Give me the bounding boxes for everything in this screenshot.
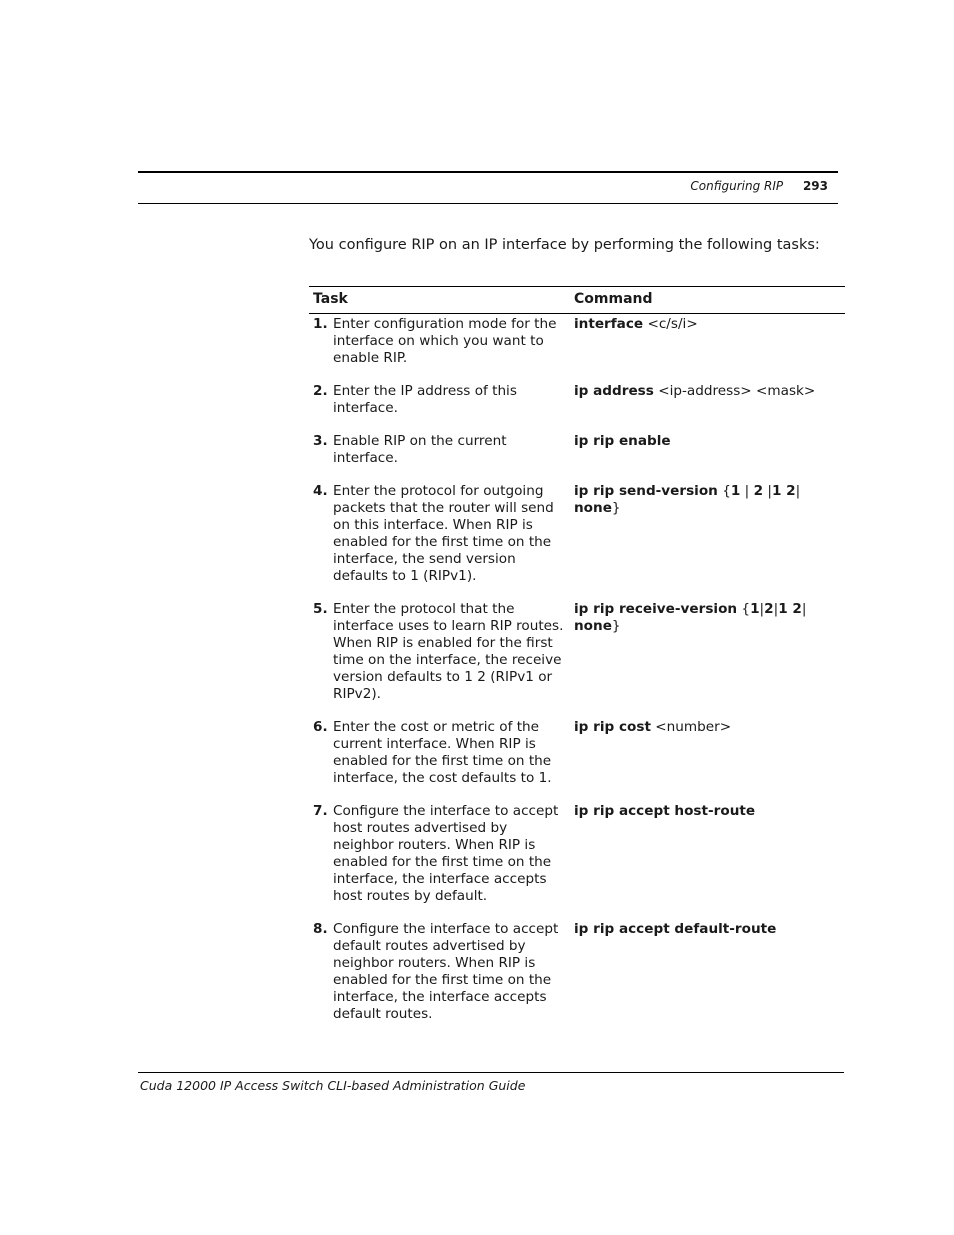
command-keyword: none [574, 500, 612, 516]
section-title: Configuring RIP [690, 179, 784, 193]
task-step [313, 921, 566, 1023]
command-keyword: 2 [764, 601, 774, 617]
task-cell [309, 719, 570, 803]
table-row [309, 921, 845, 1039]
step-number: 6. [313, 719, 328, 735]
header-rule-bottom [138, 203, 838, 204]
task-text: Enter the IP address of this interface. [333, 383, 517, 416]
command-argument: } [611, 618, 621, 634]
command-keyword: interface [574, 316, 644, 332]
command-cell [570, 433, 845, 483]
footer-title: Cuda 12000 IP Access Switch CLI-based Administration Guide [140, 1078, 526, 1093]
table-row [309, 314, 845, 384]
command-keyword: ip rip cost [574, 719, 651, 735]
command-argument: <number> [650, 719, 732, 735]
command-cell [570, 383, 845, 433]
step-number: 1. [313, 316, 328, 332]
command-argument: | [759, 601, 765, 617]
step-number: 2. [313, 383, 328, 399]
task-text: Enter the cost or metric of the current interface. When RIP is enabled for the first time on the interface, the cost defaults to 1. [333, 719, 552, 786]
command-cell [570, 719, 845, 803]
task-cell [309, 383, 570, 433]
table-row [309, 483, 845, 601]
command-keyword: 1 2 [771, 483, 796, 499]
command-keyword: ip rip accept default-route [574, 921, 777, 937]
task-text: Configure the interface to accept host routes advertised by neighbor routers. When RIP is enabled for the first time on the interface, the interface accepts host routes by default. [333, 803, 559, 904]
command-keyword: 1 [750, 601, 760, 617]
task-cell [309, 921, 570, 1039]
table-row [309, 601, 845, 719]
task-column-header: Task [309, 287, 570, 314]
task-step [313, 719, 566, 787]
page-number: 293 [802, 179, 828, 193]
table-body [309, 314, 845, 1040]
command-cell [570, 483, 845, 601]
task-text: Configure the interface to accept default routes advertised by neighbor routers. When RIP is enabled for the first time on the interface, the interface accepts default routes. [333, 921, 559, 1022]
task-text: Enter the protocol that the interface uses to learn RIP routes. When RIP is enabled for the first time on the interface, the receive version defaults to 1 2 (RIPv1 or RIPv2). [333, 601, 564, 702]
command-keyword: 1 [730, 483, 741, 499]
task-step [313, 483, 566, 585]
step-number: 4. [313, 483, 328, 499]
task-text: Enter the protocol for outgoing packets that the router will send on this interface. When RIP is enabled for the first time on the interface, the send version defaults to 1 (RIPv1). [333, 483, 554, 584]
command-keyword: ip address [574, 383, 654, 399]
command-keyword: ip rip send-version [574, 483, 718, 499]
step-number: 5. [313, 601, 328, 617]
command-cell [570, 314, 845, 384]
command-keyword: none [574, 618, 612, 634]
step-number: 7. [313, 803, 328, 819]
task-cell [309, 433, 570, 483]
running-head [690, 178, 828, 194]
footer-rule [138, 1072, 844, 1073]
table-row [309, 719, 845, 803]
intro-paragraph: You configure RIP on an IP interface by performing the following tasks: [309, 237, 820, 253]
task-step [313, 316, 566, 367]
command-argument: | [763, 483, 772, 499]
task-cell [309, 483, 570, 601]
task-step [313, 601, 566, 703]
task-cell [309, 803, 570, 921]
command-keyword: 1 2 [778, 601, 802, 617]
task-step [313, 803, 566, 905]
task-command-table [309, 286, 845, 1039]
command-argument: { [737, 601, 751, 617]
task-text: Enter configuration mode for the interface on which you want to enable RIP. [333, 316, 557, 366]
task-step [313, 383, 566, 417]
command-cell [570, 921, 845, 1039]
command-column-header: Command [570, 287, 845, 314]
table-header-row [309, 287, 845, 314]
task-step [313, 433, 566, 467]
table-row [309, 803, 845, 921]
command-keyword: ip rip accept host-route [574, 803, 756, 819]
step-number: 3. [313, 433, 328, 449]
command-argument: <ip-address> <mask> [653, 383, 816, 399]
task-cell [309, 601, 570, 719]
command-cell [570, 601, 845, 719]
command-keyword: 2 [753, 483, 764, 499]
command-keyword: ip rip receive-version [574, 601, 738, 617]
command-cell [570, 803, 845, 921]
task-cell [309, 314, 570, 384]
command-argument: { [717, 483, 731, 499]
command-argument: } [611, 500, 621, 516]
command-argument: | [795, 483, 801, 499]
command-keyword: ip rip enable [574, 433, 671, 449]
command-argument: <c/s/i> [643, 316, 698, 332]
command-argument: | [801, 601, 807, 617]
step-number: 8. [313, 921, 328, 937]
command-argument: | [740, 483, 754, 499]
task-text: Enable RIP on the current interface. [333, 433, 507, 466]
table-row [309, 383, 845, 433]
command-argument: | [773, 601, 779, 617]
header-rule-top [138, 171, 838, 173]
table-row [309, 433, 845, 483]
